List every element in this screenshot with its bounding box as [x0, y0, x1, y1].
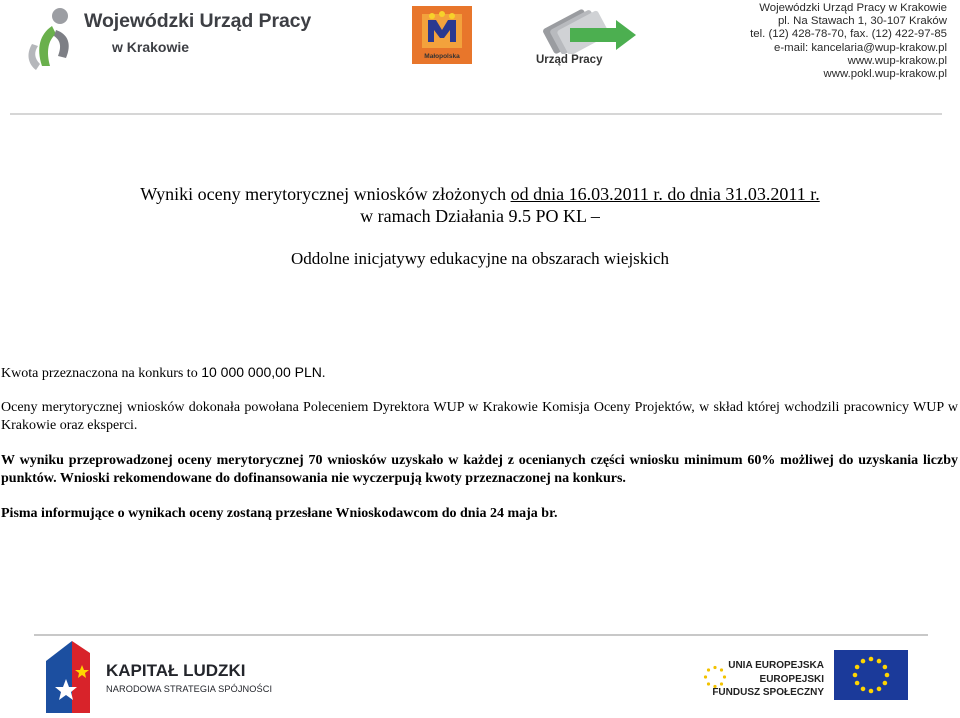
contact-pokl-website[interactable]: www.pokl.wup-krakow.pl — [823, 68, 947, 81]
wup-logo — [22, 4, 362, 72]
title-date-range: od dnia 16.03.2011 r. do dnia 31.03.2011 r. — [510, 184, 820, 204]
kapital-ludzki-emblem-icon — [42, 641, 98, 713]
ue-line-union: UNIA EUROPEJSKA — [728, 660, 824, 671]
contact-phone: tel. (12) 428-78-70, fax. (12) 422-97-85 — [750, 28, 947, 41]
commission-paragraph: Oceny merytorycznej wniosków dokonała powołana Poleceniem Dyrektora WUP w Krakowie Komisja Oceny Projektów, w skład której wchodzili pracownicy WUP w Krakowie oraz eksperci. — [1, 400, 958, 433]
header-divider — [10, 113, 942, 115]
ue-line-european: EUROPEJSKI — [759, 673, 824, 685]
document-subtitle: Oddolne inicjatywy edukacyjne na obszarach wiejskich — [290, 249, 670, 268]
document-title — [0, 183, 960, 205]
malopolska-logo — [412, 6, 472, 64]
result-paragraph: W wyniku przeprowadzonej oceny merytorycznej 70 wniosków uzyskało w każdej z ocenianych części wniosku minimum 60% możliwej do uzyskania liczby punktów. Wnioski rekomendowane do dofinansowania nie wyczerpują kwoty przeznaczonej na konkurs. — [1, 453, 958, 486]
kapital-ludzki-subtitle: NARODOWA STRATEGIA SPÓJNOŚCI — [106, 684, 273, 694]
title-action-line: w ramach Działania 9.5 PO KL – — [360, 206, 600, 226]
wup-figure-icon — [22, 4, 82, 72]
contact-address: pl. Na Stawach 1, 30-107 Kraków — [777, 15, 947, 28]
wup-logo-name: Wojewódzki Urząd Pracy — [84, 10, 312, 32]
urzad-pracy-cards-icon — [530, 4, 640, 54]
urzad-pracy-label: Urząd Pracy — [536, 54, 603, 66]
ue-text-block — [712, 659, 824, 700]
budget-suffix: . — [321, 366, 326, 381]
contact-website[interactable]: www.wup-krakow.pl — [847, 54, 947, 67]
contact-block — [750, 2, 947, 81]
contact-name: Wojewódzki Urząd Pracy w Krakowie — [759, 2, 947, 14]
contact-email[interactable]: e-mail: kancelaria@wup-krakow.pl — [774, 41, 947, 54]
footer-divider — [34, 634, 928, 636]
kapital-ludzki-title: KAPITAŁ LUDZKI — [106, 661, 246, 680]
kapital-ludzki-logo — [42, 641, 282, 713]
eu-flag-icon — [834, 650, 908, 700]
budget-prefix: Kwota przeznaczona na konkurs to — [1, 366, 202, 381]
urzad-pracy-logo — [530, 4, 640, 72]
wup-logo-city: w Krakowie — [112, 39, 190, 55]
letters-paragraph: Pisma informujące o wynikach oceny zostaną przesłane Wnioskodawcom do dnia 24 maja br. — [1, 506, 558, 521]
ue-line-social-fund: FUNDUSZ SPOŁECZNY — [712, 687, 824, 698]
title-text: Wyniki oceny merytorycznej wniosków złożonych — [140, 184, 511, 204]
budget-amount: 10 000 000,00 PLN — [201, 364, 322, 380]
malopolska-label: Małopolska — [424, 53, 460, 60]
budget-paragraph — [1, 363, 958, 383]
